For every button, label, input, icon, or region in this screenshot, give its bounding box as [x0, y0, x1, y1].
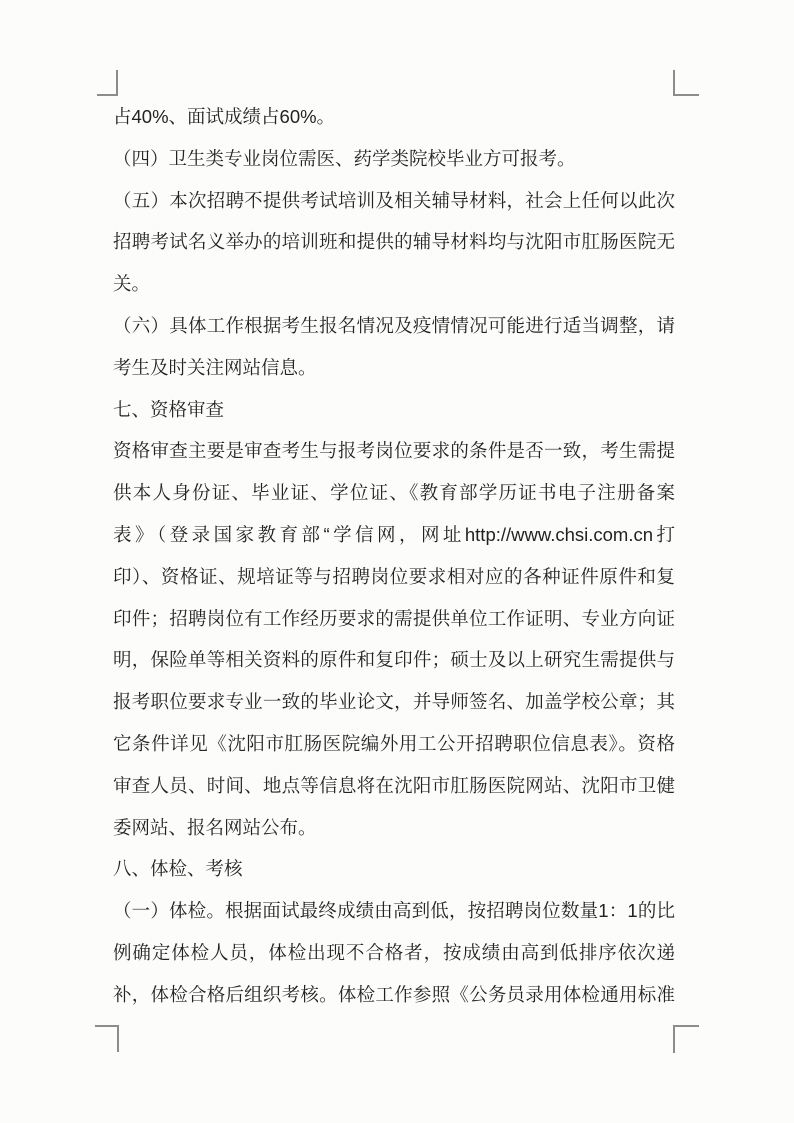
text-line: 印件；招聘岗位有工作经历要求的需提供单位工作证明、专业方向证 — [113, 607, 675, 629]
text-line: 补，体检合格后组织考核。体检工作参照《公务员录用体检通用标准 — [113, 983, 675, 1005]
document-text-block — [113, 96, 675, 1016]
text-line: 印）、资格证、规培证等与招聘岗位要求相对应的各种证件原件和复 — [113, 565, 675, 587]
text-line: 例确定体检人员，体检出现不合格者，按成绩由高到低排序依次递 — [113, 941, 675, 963]
text-line: 资格审查主要是审查考生与报考岗位要求的条件是否一致，考生需提 — [113, 440, 675, 462]
text-line: （六）具体工作根据考生报名情况及疫情情况可能进行适当调整，请 — [113, 314, 675, 336]
crop-mark-top-right — [673, 70, 699, 96]
text-line: （一）体检。根据面试最终成绩由高到低，按招聘岗位数量1：1的比 — [113, 900, 675, 922]
crop-mark-bottom-right — [673, 1025, 699, 1053]
text-line: 招聘考试名义举办的培训班和提供的辅导材料均与沈阳市肛肠医院无 — [113, 231, 675, 253]
text-line: 八、体检、考核 — [113, 858, 243, 880]
text-line: （四）卫生类专业岗位需医、药学类院校毕业方可报考。 — [113, 147, 576, 169]
text-line: 七、资格审查 — [113, 398, 225, 420]
text-line: （五）本次招聘不提供考试培训及相关辅导材料，社会上任何以此次 — [113, 189, 675, 211]
text-line: 占40%、面试成绩占60%。 — [113, 106, 336, 127]
text-line: 它条件详见《沈阳市肛肠医院编外用工公开招聘职位信息表》。资格 — [113, 732, 675, 754]
text-line: 委网站、报名网站公布。 — [113, 816, 317, 838]
text-line: 表》（登录国家教育部“学信网，网址http://www.chsi.com.cn打 — [113, 523, 675, 545]
crop-mark-bottom-left — [95, 1025, 119, 1052]
text-line: 供本人身份证、毕业证、学位证、《教育部学历证书电子注册备案 — [113, 482, 675, 504]
text-line: 明，保险单等相关资料的原件和复印件；硕士及以上研究生需提供与 — [113, 649, 675, 671]
crop-mark-top-left — [97, 70, 118, 96]
text-line: 考生及时关注网站信息。 — [113, 356, 317, 378]
text-line: 审查人员、时间、地点等信息将在沈阳市肛肠医院网站、沈阳市卫健 — [113, 774, 675, 796]
text-line: 关。 — [113, 273, 151, 295]
text-line: 报考职位要求专业一致的毕业论文，并导师签名、加盖学校公章；其 — [113, 691, 675, 713]
